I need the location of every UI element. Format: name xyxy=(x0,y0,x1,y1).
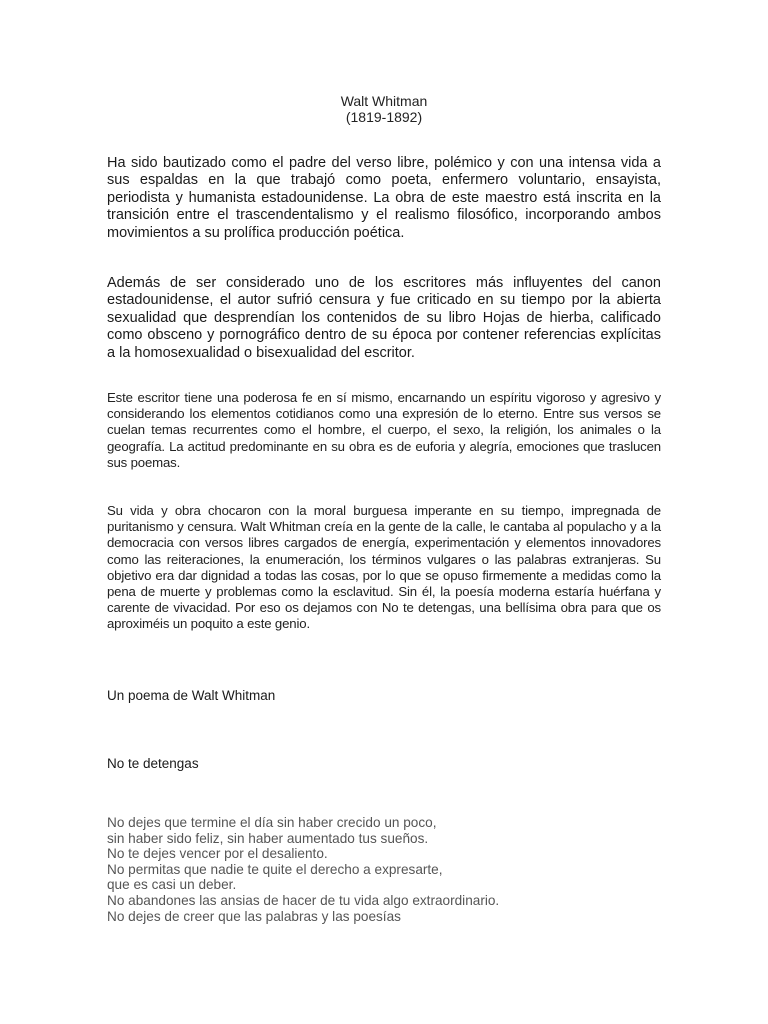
poem-title: No te detengas xyxy=(107,756,199,771)
paragraph-themes: Este escritor tiene una poderosa fe en sí mismo, encarnando un espíritu vigoroso y agresivo y considerando los elementos cotidianos como una expresión de lo eterno. Entre sus versos se cuelan temas recurrentes como el hombre, el cuerpo, el sexo, la religión, los animales o la geografía. La actitud predominante en su obra es de euforia y alegría, emociones que traslucen sus poemas. xyxy=(107,390,661,470)
poem-line: No te dejes vencer por el desaliento. xyxy=(107,846,328,862)
paragraph-censorship: Además de ser considerado uno de los escritores más influyentes del canon estadounidense, el autor sufrió censura y fue criticado en su tiempo por la abierta sexualidad que desprendían los contenidos de su libro Hojas de hierba, calificado como obsceno y pornográfico dentro de su época por contener referencias explícitas a la homosexualidad o bisexualidad del escritor. xyxy=(107,275,661,361)
document-title: Walt Whitman xyxy=(340,93,428,109)
poem-line: No permitas que nadie te quite el derecho a expresarte, xyxy=(107,861,443,877)
paragraph-intro: Ha sido bautizado como el padre del verso libre, polémico y con una intensa vida a sus espaldas en la que trabajó como poeta, enfermero voluntario, ensayista, periodista y humanista estadounidense. La obra de este maestro está inscrita en la transición entre el trascendentalismo y el realismo filosófico, incorporando ambos movimientos a su prolífica producción poética. xyxy=(107,155,661,241)
poem-line: que es casi un deber. xyxy=(107,877,237,893)
poem-intro-label: Un poema de Walt Whitman xyxy=(107,688,276,703)
author-dates: (1819-1892) xyxy=(345,109,423,125)
poem-line: No dejes que termine el día sin haber crecido un poco, xyxy=(107,815,437,830)
poem-line: sin haber sido feliz, sin haber aumentado tus sueños. xyxy=(107,830,429,846)
paragraph-legacy: Su vida y obra chocaron con la moral burguesa imperante en su tiempo, impregnada de puritanismo y censura. Walt Whitman creía en la gente de la calle, le cantaba al populacho y a la democracia con versos libres cargados de energía, experimentación y elementos innovadores como las reiteraciones, la enumeración, los términos vulgares o las palabras extranjeras. Su objetivo era dar dignidad a todas las cosas, por lo que se opuso firmemente a medidas como la pena de muerte y problemas como la esclavitud. Sin él, la poesía moderna estaría huérfana y carente de vivacidad. Por eso os dejamos con No te detengas, una bellísima obra para que os aproximéis un poquito a este genio. xyxy=(107,503,661,632)
document-header xyxy=(0,93,768,125)
poem-line: No dejes de creer que las palabras y las poesías xyxy=(107,908,401,924)
poem-line: No abandones las ansias de hacer de tu vida algo extraordinario. xyxy=(107,892,500,908)
poem-body xyxy=(107,815,661,924)
